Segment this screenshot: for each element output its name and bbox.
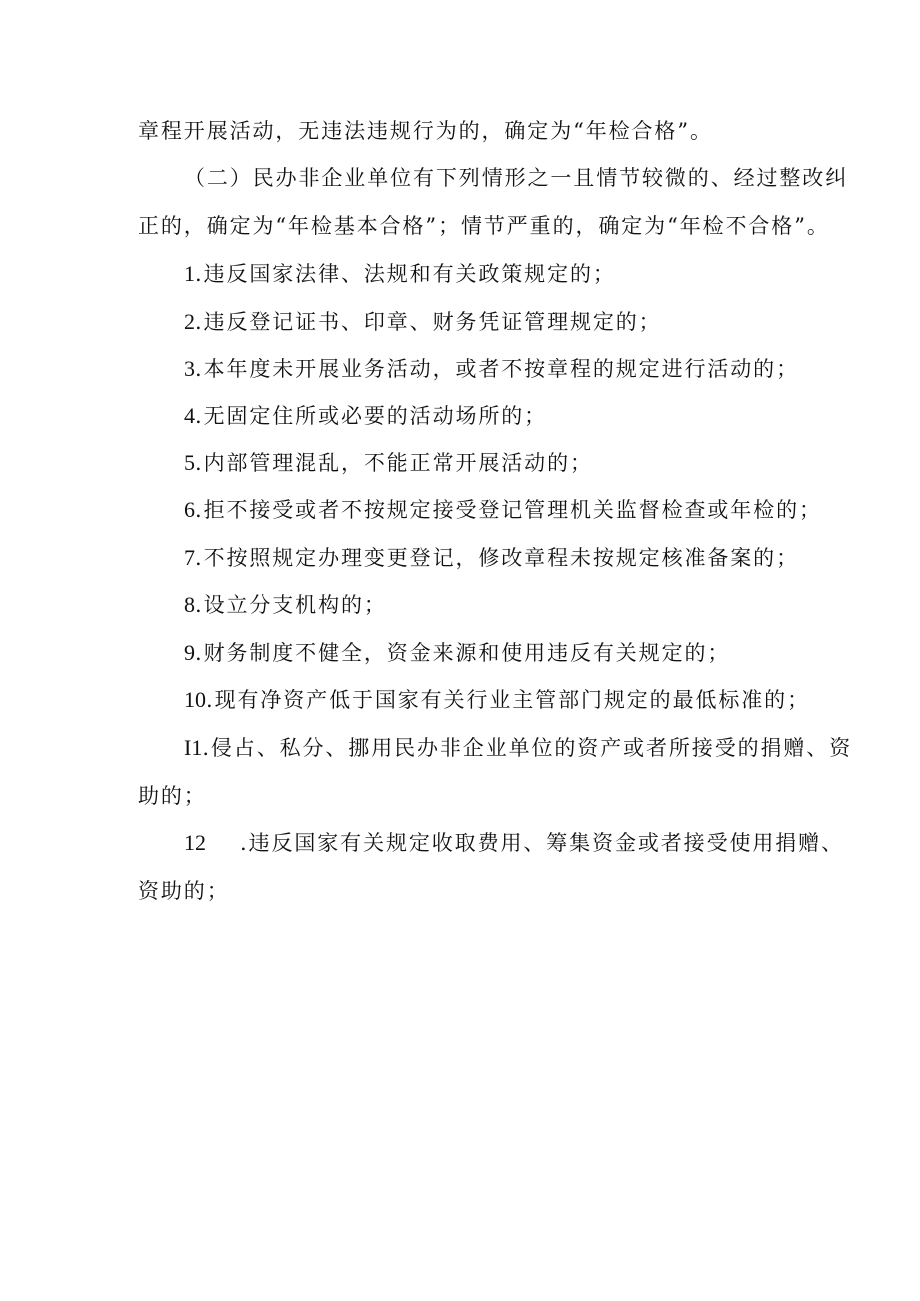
list-item (184, 259, 874, 289)
paragraph-line (138, 781, 828, 811)
line-text: 正的，确定为“年检基本合格”；情节严重的，确定为“年检不合格”。 (138, 214, 830, 238)
paragraph-line (138, 876, 828, 906)
line-text: 资助的； (138, 879, 230, 903)
list-number: 4 (184, 403, 195, 428)
list-text: .设立分支机构的； (195, 593, 387, 617)
list-item (184, 307, 874, 337)
list-number: 7 (184, 545, 195, 570)
list-item (184, 638, 874, 668)
list-number: 1 (184, 261, 195, 286)
list-text: .现有净资产低于国家有关行业主管部门规定的最低标准的； (206, 688, 810, 712)
list-item (184, 828, 874, 858)
list-item (184, 590, 874, 620)
list-text: .拒不接受或者不按规定接受登记管理机关监督检查或年检的； (195, 498, 822, 522)
line-text: 章程开展活动，无违法违规行为的，确定为“年检合格”。 (138, 119, 713, 143)
list-number: I1 (184, 735, 203, 760)
list-number: 5 (184, 450, 195, 475)
list-item (184, 543, 874, 573)
list-text: .内部管理混乱，不能正常开展活动的； (195, 451, 593, 475)
list-number: 8 (184, 592, 195, 617)
list-item (184, 495, 874, 525)
list-number: 6 (184, 497, 195, 522)
list-text: .本年度未开展业务活动，或者不按章程的规定进行活动的； (195, 357, 799, 381)
list-text: .违反登记证书、印章、财务凭证管理规定的； (195, 310, 662, 334)
list-item (184, 401, 874, 431)
list-item (184, 354, 874, 384)
list-text: .不按照规定办理变更登记，修改章程未按规定核准备案的； (195, 546, 799, 570)
list-number: 2 (184, 309, 195, 334)
list-item (184, 448, 874, 478)
paragraph-line (138, 116, 828, 146)
line-text: （二）民办非企业单位有下列情形之一且情节较微的、经过整改纠 (184, 166, 849, 190)
list-number: 10 (184, 687, 206, 712)
line-text: 助的； (138, 784, 207, 808)
list-number: 3 (184, 356, 195, 381)
list-item (184, 685, 874, 715)
paragraph-line (138, 211, 828, 241)
list-text: .无固定住所或必要的活动场所的； (195, 404, 548, 428)
paragraph-line (184, 163, 874, 193)
list-text: .侵占、私分、挪用民办非企业单位的资产或者所接受的捐赠、资 (202, 736, 853, 760)
list-number: 12 (184, 830, 206, 855)
list-number: 9 (184, 640, 195, 665)
list-text: .财务制度不健全，资金来源和使用违反有关规定的； (195, 641, 731, 665)
list-text: .违反国家法律、法规和有关政策规定的； (195, 262, 616, 286)
list-item (184, 733, 874, 763)
list-text: .违反国家有关规定收取费用、筹集资金或者接受使用捐赠、 (240, 831, 844, 855)
